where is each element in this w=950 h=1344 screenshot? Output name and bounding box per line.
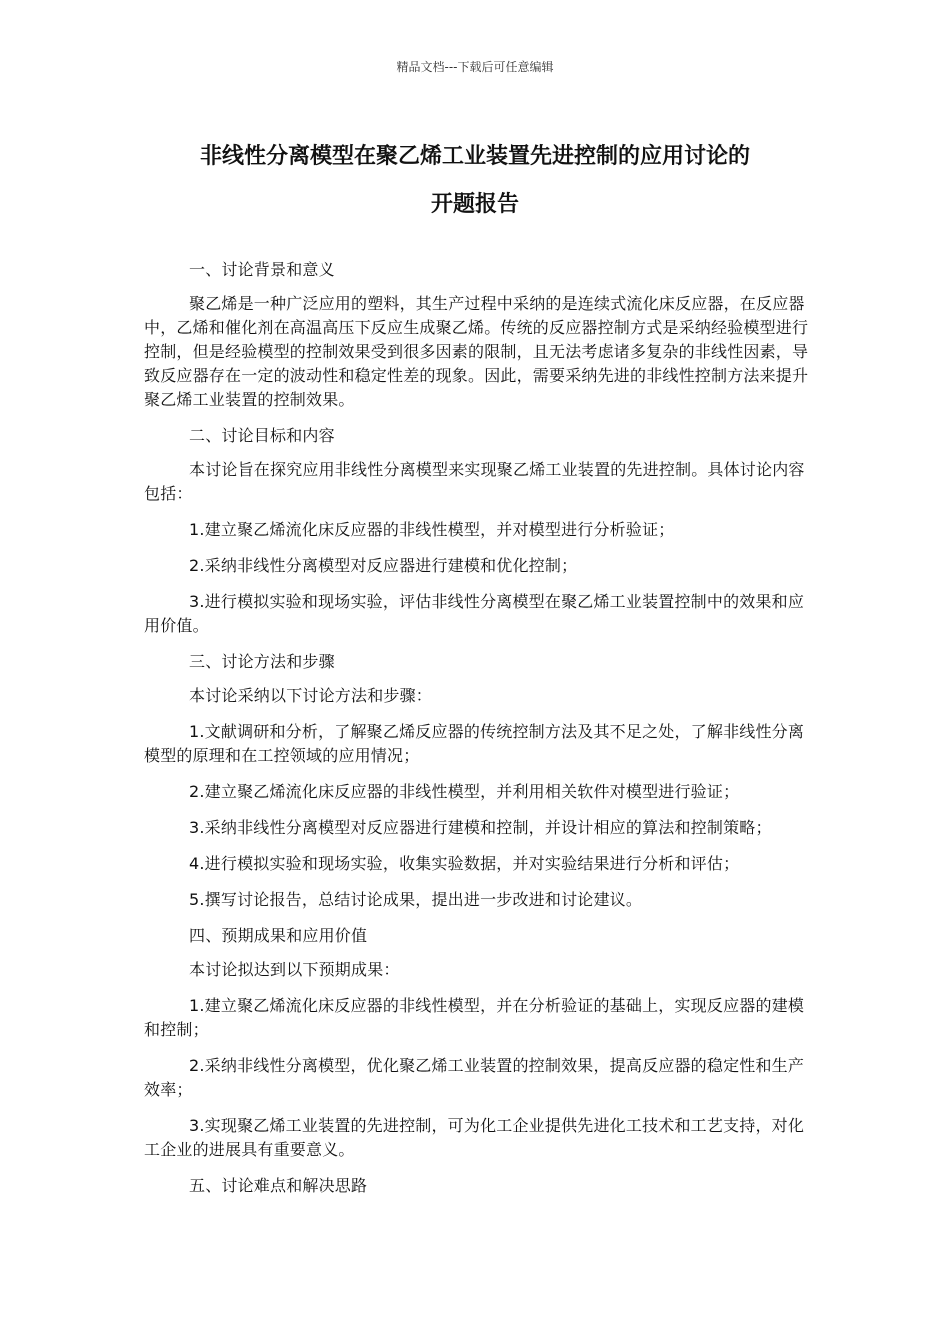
list-item: 3.采纳非线性分离模型对反应器进行建模和控制，并设计相应的算法和控制策略； bbox=[189, 818, 772, 837]
list-item: 1.建立聚乙烯流化床反应器的非线性模型，并对模型进行分析验证； bbox=[189, 520, 675, 539]
header-note: 精品文档---下载后可任意编辑 bbox=[396, 60, 554, 74]
list-item: 4.进行模拟实验和现场实验，收集实验数据，并对实验结果进行分析和评估； bbox=[189, 854, 740, 873]
list-item: 2.采纳非线性分离模型对反应器进行建模和优化控制； bbox=[189, 556, 578, 575]
list-item: 5.撰写讨论报告，总结讨论成果，提出进一步改进和讨论建议。 bbox=[189, 890, 643, 909]
document-body bbox=[144, 258, 812, 1208]
section-heading-1: 一、讨论背景和意义 bbox=[189, 260, 335, 279]
list-item: 2.采纳非线性分离模型，优化聚乙烯工业装置的控制效果，提高反应器的稳定性和生产效率； bbox=[144, 1056, 805, 1099]
document-title bbox=[143, 133, 807, 229]
paragraph: 聚乙烯是一种广泛应用的塑料，其生产过程中采纳的是连续式流化床反应器，在反应器中，乙烯和催化剂在高温高压下反应生成聚乙烯。传统的反应器控制方式是采纳经验模型进行控制，但是经验模型的控制效果受到很多因素的限制，且无法考虑诸多复杂的非线性因素，导致反应器存在一定的波动性和稳定性差的现象。因此，需要采纳先进的非线性控制方法来提升聚乙烯工业装置的控制效果。 bbox=[144, 294, 809, 409]
list-item: 1.建立聚乙烯流化床反应器的非线性模型，并在分析验证的基础上，实现反应器的建模和控制； bbox=[144, 996, 805, 1039]
title-line-2: 开题报告 bbox=[430, 192, 519, 217]
title-line-1: 非线性分离模型在聚乙烯工业装置先进控制的应用讨论的 bbox=[199, 144, 750, 169]
paragraph: 本讨论采纳以下讨论方法和步骤： bbox=[189, 686, 433, 705]
paragraph: 本讨论旨在探究应用非线性分离模型来实现聚乙烯工业装置的先进控制。具体讨论内容包括： bbox=[144, 460, 805, 503]
list-item: 2.建立聚乙烯流化床反应器的非线性模型，并利用相关软件对模型进行验证； bbox=[189, 782, 740, 801]
list-item: 3.实现聚乙烯工业装置的先进控制，可为化工企业提供先进化工技术和工艺支持，对化工企业的进展具有重要意义。 bbox=[144, 1116, 805, 1159]
list-item: 3.进行模拟实验和现场实验，评估非线性分离模型在聚乙烯工业装置控制中的效果和应用价值。 bbox=[144, 592, 805, 635]
list-item: 1.文献调研和分析，了解聚乙烯反应器的传统控制方法及其不足之处，了解非线性分离模型的原理和在工控领域的应用情况； bbox=[144, 722, 805, 765]
section-heading-5: 五、讨论难点和解决思路 bbox=[189, 1176, 368, 1195]
section-heading-3: 三、讨论方法和步骤 bbox=[189, 652, 335, 671]
paragraph: 本讨论拟达到以下预期成果： bbox=[189, 960, 400, 979]
section-heading-4: 四、预期成果和应用价值 bbox=[189, 926, 368, 945]
section-heading-2: 二、讨论目标和内容 bbox=[189, 426, 335, 445]
